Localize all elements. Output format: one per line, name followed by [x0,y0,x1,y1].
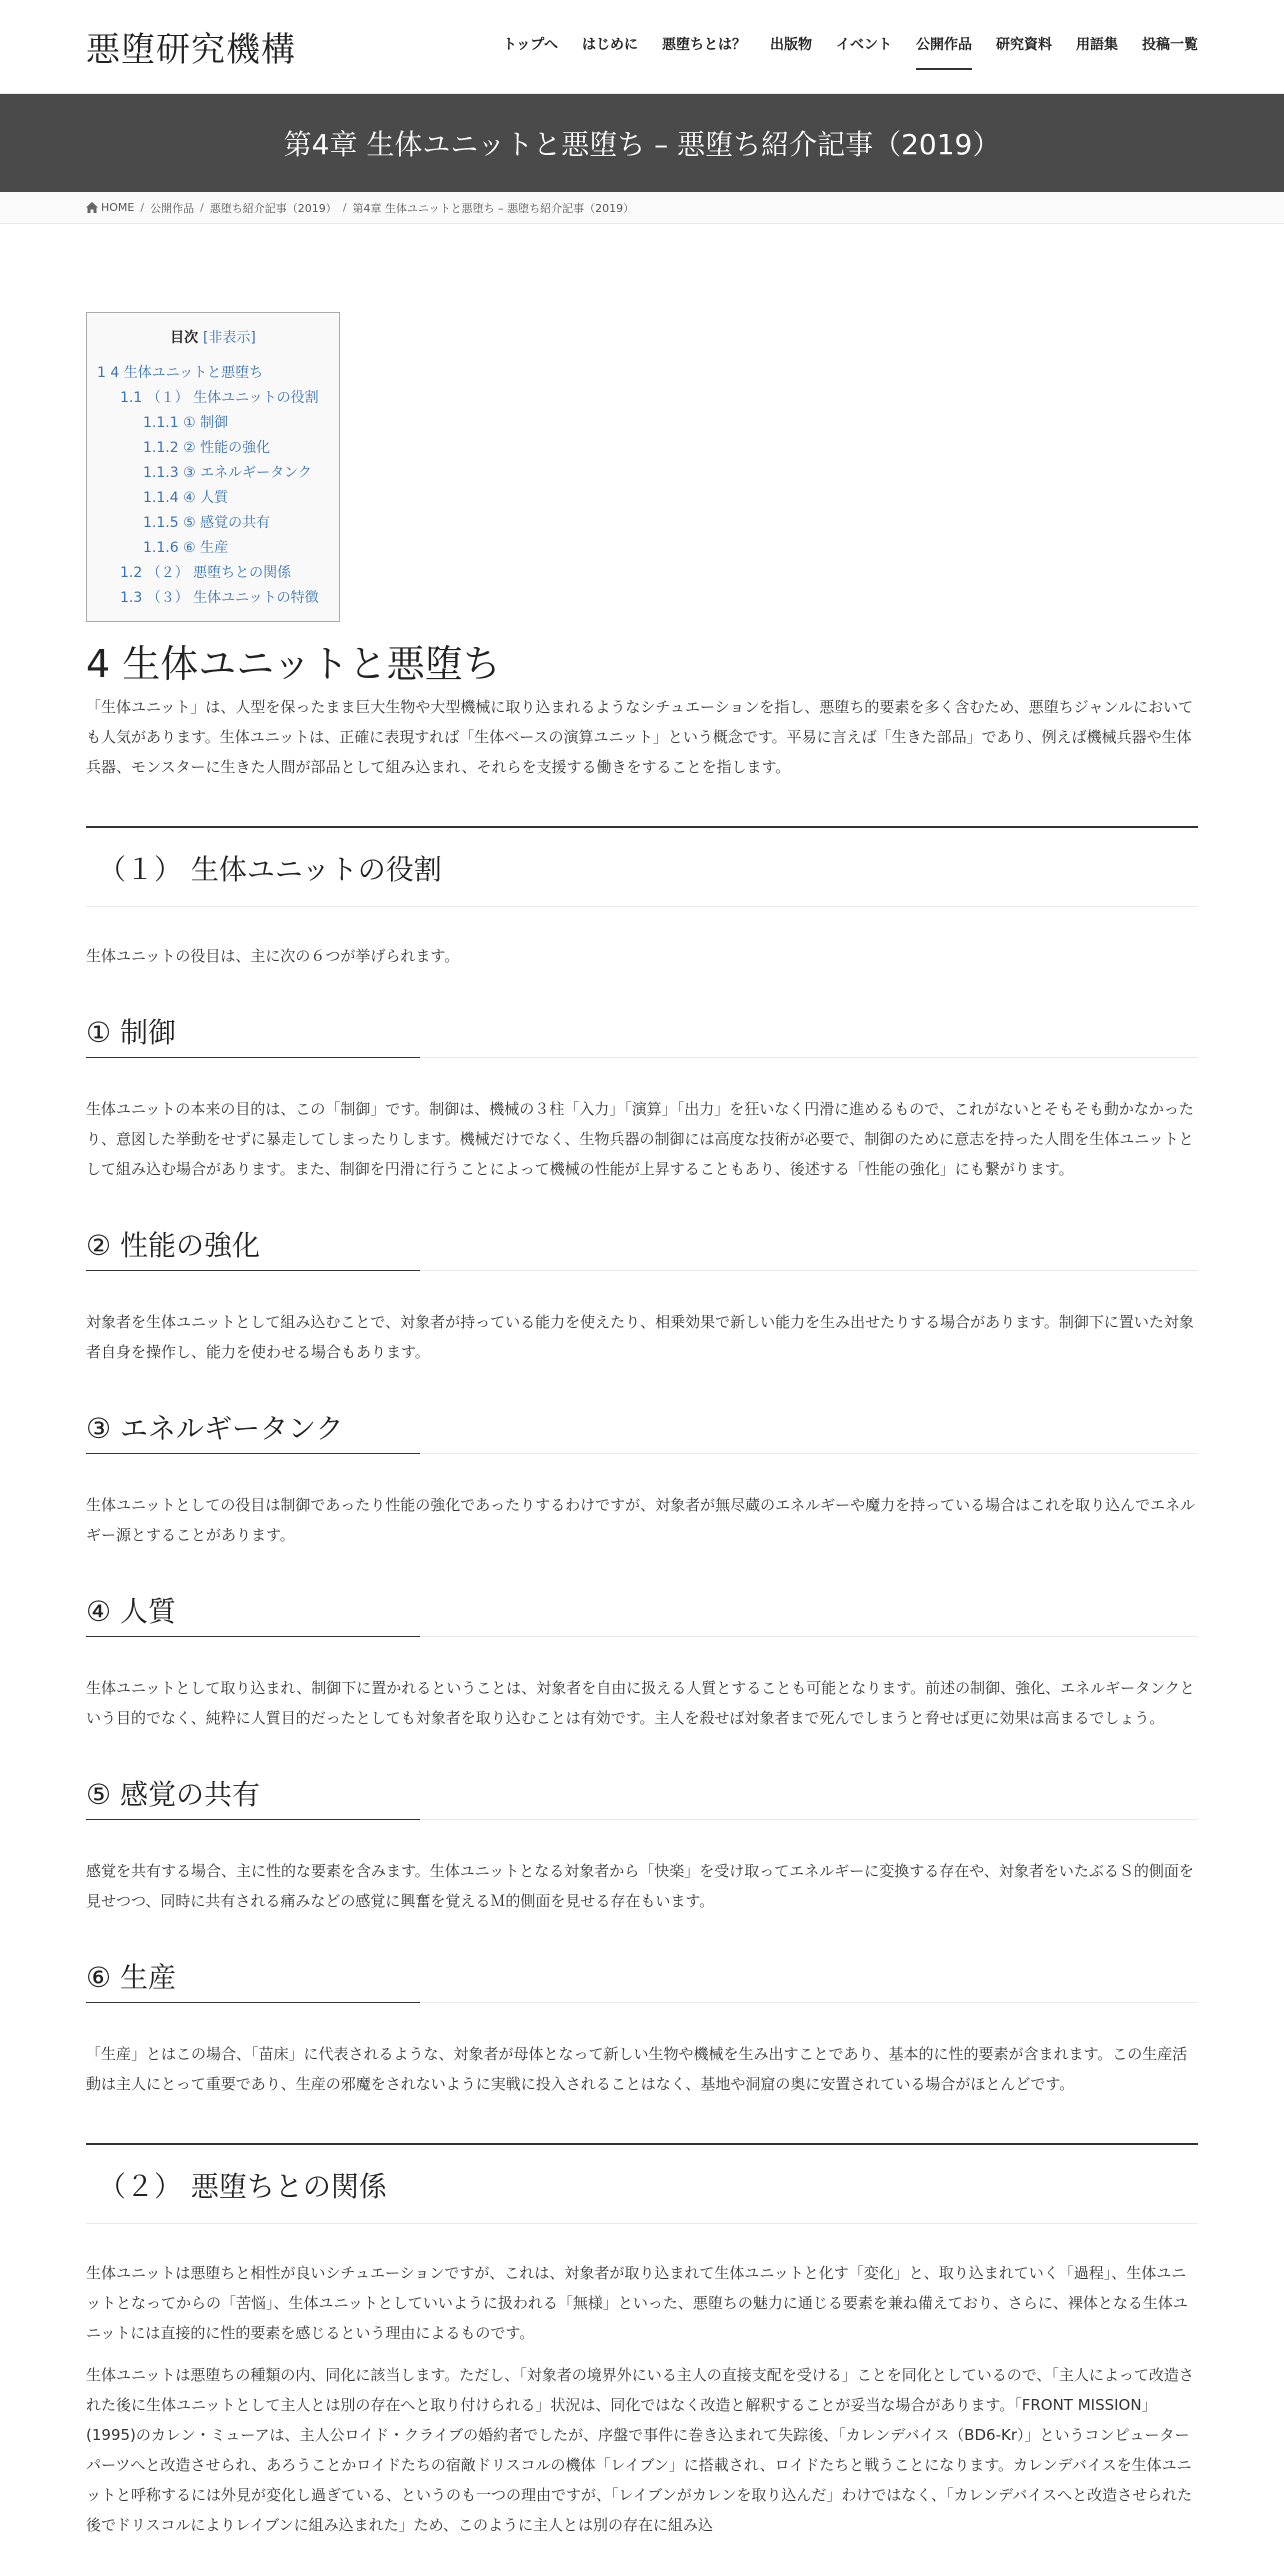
paragraph: 対象者を生体ユニットとして組み込むことで、対象者が持っている能力を使えたり、相乗効果で新しい能力を生み出せたりする場合があります。制御下に置いた対象者自身を操作し、能力を使わせる場合もあります。 [86,1313,1194,1361]
main-content [0,312,1284,2540]
nav-item-publications[interactable]: 出版物 [770,37,812,53]
nav-item-events[interactable]: イベント [836,37,892,53]
subsection-heading: （１） 生体ユニットの役割 [98,853,442,886]
breadcrumb-separator: / [342,201,347,214]
paragraph: 生体ユニットは悪堕ちの種類の内、同化に該当します。ただし、「対象者の境界外にいる主人の直接支配を受ける」ことを同化としているので、「主人によって改造された後に生体ユニットとして主人とは別の存在へと取り付けられる」状況は、同化ではなく改造と解釈することが妥当な場合があります。「FRONT MISSION」(1995)のカレン・ミューアは、主人公ロイド・クライブの婚約者でしたが、序盤で事件に巻き込まれて失踪後、「カレンデバイス（BD6-Kr）」というコンピューターパーツへと改造させられ、あろうことかロイドたちの宿敵ドリスコルの機体「レイブン」に搭載され、ロイドたちと戦うことになります。カレンデバイスを生体ユニットと呼称するには外見が変化し過ぎている、というのも一つの理由ですが、「レイブンがカレンを取り込んだ」わけではなく、「カレンデバイスへと改造させられた後でドリスコルによりレイブンに組み込まれた」ため、このように主人とは別の存在に組み込 [86,2366,1194,2534]
toc-toggle[interactable]: [非表示] [202,330,256,346]
subsection-heading-wrap [86,826,1198,907]
subsection-heading-wrap [86,2143,1198,2224]
toc-item[interactable]: 1.1.6 ⑥ 生産 [143,540,229,556]
item-heading: ③ エネルギータンク [86,1412,344,1445]
item-heading-wrap [86,1224,1198,1271]
home-icon [86,202,98,213]
paragraph: 生体ユニットは悪堕ちと相性が良いシチュエーションですが、これは、対象者が取り込まれて生体ユニットと化す「変化」と、取り込まれていく「過程」、生体ユニットとなってからの「苦悩」、生体ユニットとしていいように扱われる「無様」といった、悪堕ちの魅力に通じる要素を兼ね備えており、さらに、裸体となる生体ユニットには直接的に性的要素を感じるという理由によるものです。 [86,2264,1188,2342]
item-heading-wrap [86,1773,1198,1820]
toc-title-text: 目次 [170,330,199,346]
breadcrumb-home[interactable]: HOME [101,201,135,214]
breadcrumb-separator: / [200,201,204,214]
toc-item[interactable]: 1.1 （１） 生体ユニットの役割 [120,390,319,406]
breadcrumb [0,192,1284,224]
page-title-banner [0,94,1284,192]
page-title: 第4章 生体ユニットと悪堕ち – 悪堕ち紹介記事（2019） [283,128,1001,161]
nav-item-top[interactable]: トップへ [502,37,558,53]
item-heading-wrap [86,1011,1198,1058]
item-heading-wrap [86,1590,1198,1637]
breadcrumb-works[interactable]: 公開作品 [150,201,195,215]
item-heading: ④ 人質 [86,1595,177,1628]
section-heading: 4 生体ユニットと悪堕ち [86,642,501,686]
site-header [0,0,1284,94]
toc-item[interactable]: 1.1.5 ⑤ 感覚の共有 [143,515,271,531]
toc-item[interactable]: 1.1.2 ② 性能の強化 [143,440,271,456]
breadcrumb-current: 第4章 生体ユニットと悪堕ち – 悪堕ち紹介記事（2019） [352,201,635,215]
nav-item-intro[interactable]: はじめに [582,37,638,53]
nav-item-research[interactable]: 研究資料 [996,37,1052,53]
toc-item[interactable]: 1.1.4 ④ 人質 [143,490,229,506]
nav-item-posts[interactable]: 投稿一覧 [1142,37,1198,53]
item-heading: ② 性能の強化 [86,1229,261,1262]
item-heading: ⑥ 生産 [86,1961,177,1994]
subsection-heading: （２） 悪堕ちとの関係 [98,2170,387,2203]
main-nav [479,34,1198,70]
toc-item[interactable]: 1 4 生体ユニットと悪堕ち [97,365,264,381]
paragraph: 生体ユニットの本来の目的は、この「制御」です。制御は、機械の３柱「入力」「演算」「出力」を狂いなく円滑に進めるもので、これがないとそもそも動かなかったり、意図した挙動をせずに暴走してしまったりします。機械だけでなく、生物兵器の制御には高度な技術が必要で、制御のために意志を持った人間を生体ユニットとして組み込む場合があります。また、制御を円滑に行うことによって機械の性能が上昇することもあり、後述する「性能の強化」にも繋がります。 [86,1100,1194,1178]
paragraph: 感覚を共有する場合、主に性的な要素を含みます。生体ユニットとなる対象者から「快楽」を受け取ってエネルギーに変換する存在や、対象者をいたぶるＳ的側面を見せつつ、同時に共有される痛みなどの感覚に興奮を覚えるＭ的側面を見せる存在もいます。 [86,1862,1194,1910]
site-title[interactable]: 悪堕研究機構 [86,30,296,70]
intro-paragraph: 「生体ユニット」は、人型を保ったまま巨大生物や大型機械に取り込まれるようなシチュエーションを指し、悪堕ち的要素を多く含むため、悪堕ちジャンルにおいても人気があります。生体ユニットは、正確に表現すれば「生体ベースの演算ユニット」という概念です。平易に言えば「生きた部品」であり、例えば機械兵器や生体兵器、モンスターに生きた人間が部品として組み込まれ、それらを支援する働きをすることを指します。 [86,698,1194,776]
paragraph: 「生産」とはこの場合、「苗床」に代表されるような、対象者が母体となって新しい生物や機械を生み出すことであり、基本的に性的要素が含まれます。この生産活動は主人にとって重要であり、生産の邪魔をされないように実戦に投入されることはなく、基地や洞窟の奥に安置されている場合がほとんどです。 [86,2045,1188,2093]
item-heading: ① 制御 [86,1016,177,1049]
nav-item-glossary[interactable]: 用語集 [1076,37,1118,53]
toc-item[interactable]: 1.3 （３） 生体ユニットの特徴 [120,590,319,606]
paragraph: 生体ユニットとして取り込まれ、制御下に置かれるということは、対象者を自由に扱える人質とすることも可能となります。前述の制御、強化、エネルギータンクという目的でなく、純粋に人質目的だったとしても対象者を取り込むことは有効です。主人を殺せば対象者まで死んでしまうと脅せば更に効果は高まるでしょう。 [86,1679,1195,1727]
item-heading-wrap [86,1956,1198,2003]
nav-item-about[interactable]: 悪堕ちとは？ [662,37,746,53]
toc-item[interactable]: 1.1.3 ③ エネルギータンク [143,465,312,481]
breadcrumb-separator: / [140,201,145,214]
item-heading-wrap [86,1407,1198,1454]
item-heading: ⑤ 感覚の共有 [86,1778,261,1811]
toc-item[interactable]: 1.2 （２） 悪堕ちとの関係 [120,565,292,581]
paragraph: 生体ユニットの役目は、主に次の６つが挙げられます。 [86,947,460,965]
toc-title [97,327,329,347]
table-of-contents [86,312,340,622]
paragraph: 生体ユニットとしての役目は制御であったり性能の強化であったりするわけですが、対象者が無尽蔵のエネルギーや魔力を持っている場合はこれを取り込んでエネルギー源とすることがあります。 [86,1496,1196,1544]
breadcrumb-category[interactable]: 悪堕ち紹介記事（2019） [209,201,337,215]
nav-item-works[interactable]: 公開作品 [916,34,972,70]
toc-item[interactable]: 1.1.1 ① 制御 [143,415,229,431]
